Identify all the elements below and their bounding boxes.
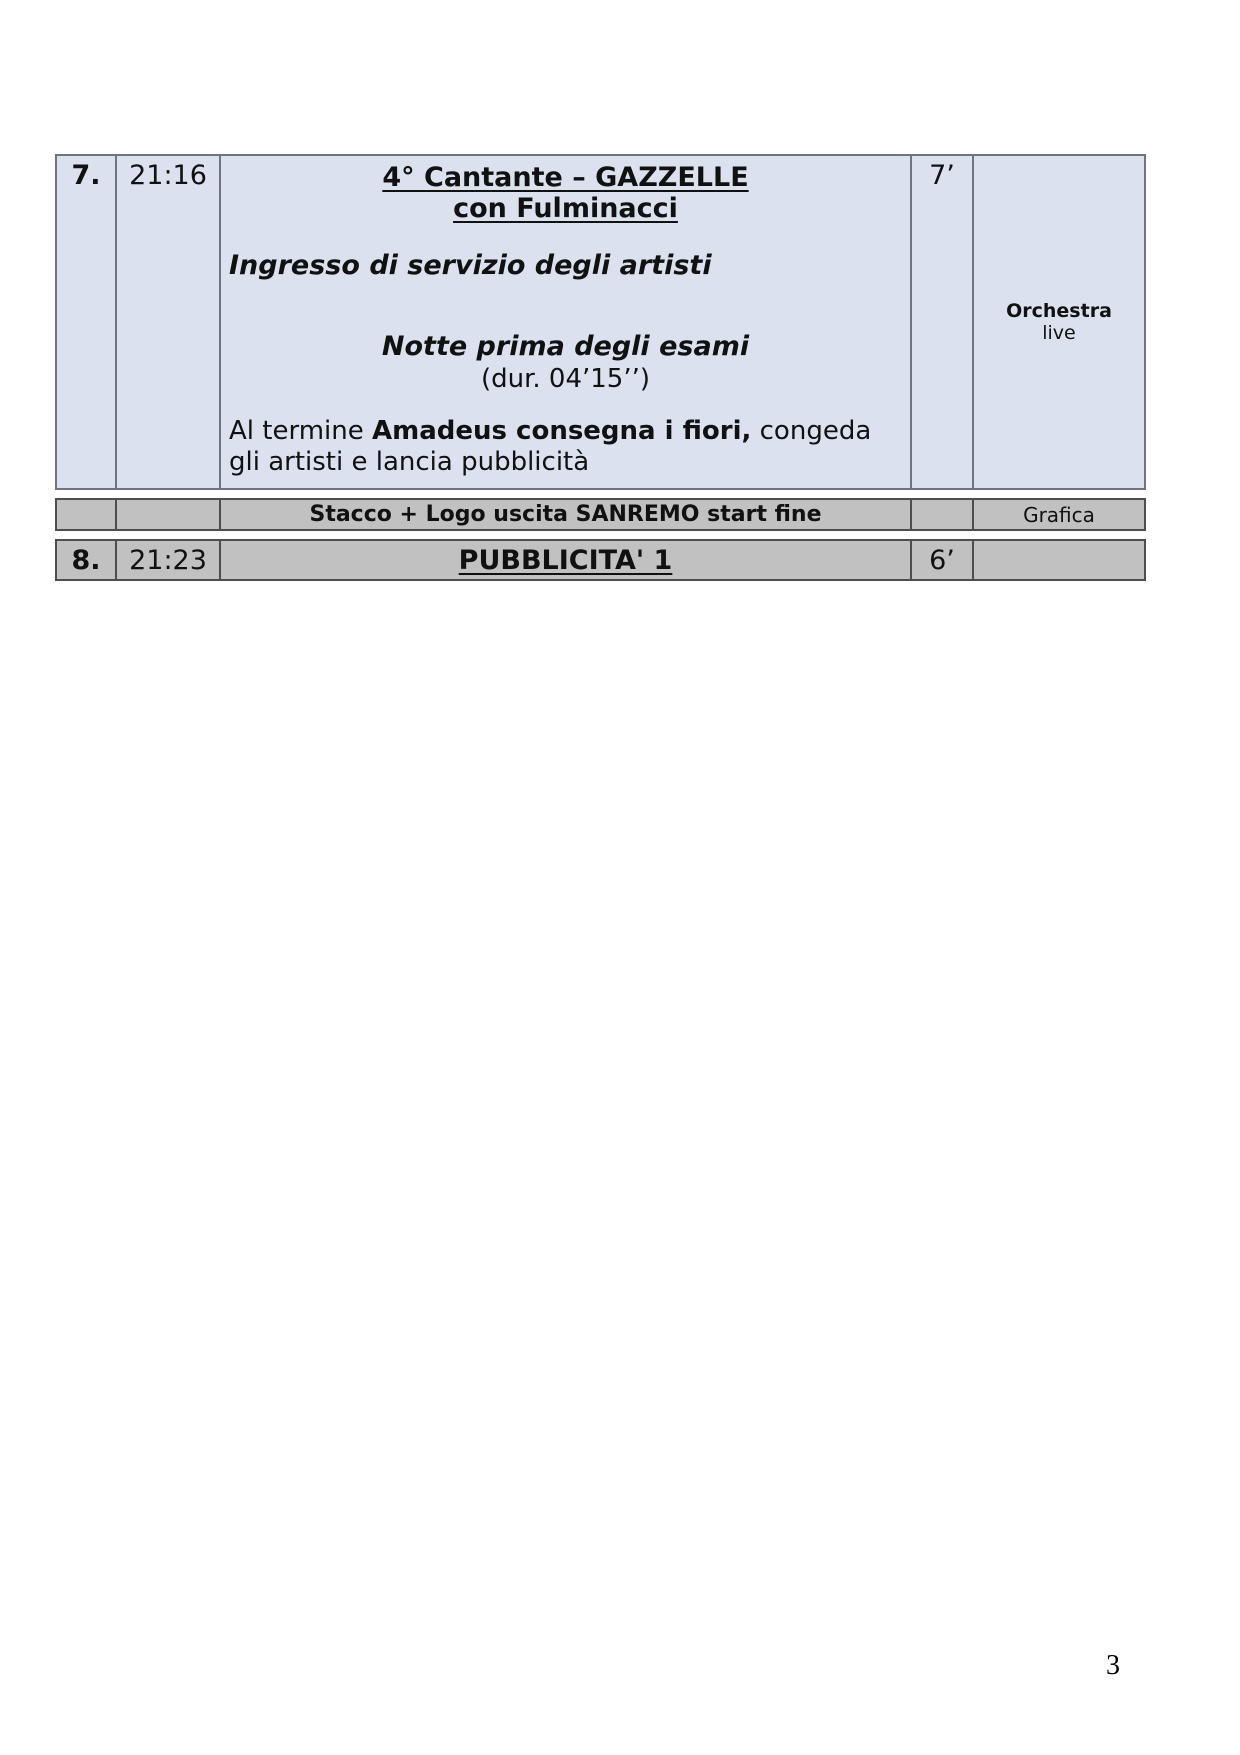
table-row-item7 xyxy=(55,154,1146,490)
stacco-label-cell: Stacco + Logo uscita SANREMO start fine xyxy=(219,500,910,529)
closing-direction xyxy=(229,416,902,478)
item-content-cell xyxy=(219,156,910,488)
table-row-stacco xyxy=(55,498,1146,531)
table-row-item8 xyxy=(55,539,1146,581)
stacco-number-cell xyxy=(57,500,115,529)
segment-title xyxy=(229,162,902,224)
item-notes-cell xyxy=(972,541,1144,579)
item-duration-cell: 6’ xyxy=(910,541,972,579)
stacco-time-cell xyxy=(115,500,219,529)
item-time-cell: 21:16 xyxy=(115,156,219,488)
item-content-cell xyxy=(219,541,910,579)
commercial-break-title: PUBBLICITA' 1 xyxy=(458,544,673,576)
closing-suffix: congeda gli artisti e lancia pubblicità xyxy=(229,416,872,477)
page-number: 3 xyxy=(1106,1650,1120,1681)
item-number-cell: 7. xyxy=(71,160,101,191)
row-gap xyxy=(55,531,1146,539)
stacco-duration-cell xyxy=(910,500,972,529)
item-number-cell: 8. xyxy=(71,544,101,576)
notes-orchestra: Orchestra xyxy=(1006,300,1112,322)
notes-live: live xyxy=(1042,322,1076,344)
rundown-table xyxy=(55,154,1146,581)
item-duration-cell: 7’ xyxy=(910,156,972,488)
stacco-notes-cell: Grafica xyxy=(972,500,1144,529)
stage-direction-note: Ingresso di servizio degli artisti xyxy=(229,250,712,281)
song-duration: (dur. 04’15’’) xyxy=(480,364,651,394)
closing-bold: Amadeus consegna i fiori, xyxy=(372,416,752,446)
closing-prefix: Al termine xyxy=(229,416,372,446)
segment-title-line2: con Fulminacci xyxy=(453,193,678,224)
item-notes-cell xyxy=(972,156,1144,488)
row-gap xyxy=(55,490,1146,498)
song-title: Notte prima degli esami xyxy=(381,331,750,362)
segment-title-line1: 4° Cantante – GAZZELLE xyxy=(382,162,749,193)
item-time-cell: 21:23 xyxy=(115,541,219,579)
